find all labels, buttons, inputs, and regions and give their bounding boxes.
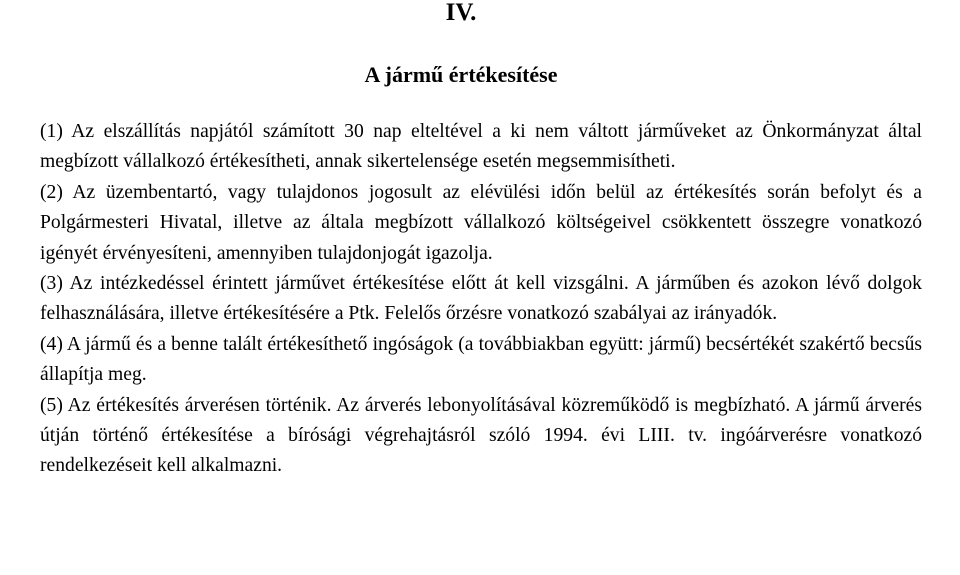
paragraph-text: Az elszállítás napjától számított 30 nap elteltével a ki nem váltott járműveket az Önkormányzat által megbízott vállalkozó értékesítheti, annak sikertelensége esetén megsemmisítheti.	[40, 121, 922, 173]
paragraph-text: A jármű és a benne talált értékesíthető ingóságok (a továbbiakban együtt: jármű) becsértékét szakértő becsűs állapítja meg.	[40, 333, 922, 386]
paragraph-number: (5)	[40, 394, 63, 416]
paragraph-5	[40, 391, 922, 482]
paragraph-2	[40, 178, 922, 269]
paragraph-text: Az értékesítés árverésen történik. Az árverés lebonyolításával közreműködő is megbízható. A jármű árverés útján történő értékesítése a bírósági végrehajtásról szóló 1994. évi LIII. tv. ingóárverésre vonatkozó rendelkezéseit kell alkalmazni.	[40, 394, 922, 477]
document-body	[40, 117, 922, 482]
paragraph-1	[40, 117, 922, 178]
paragraph-number: (3)	[40, 273, 63, 295]
paragraph-text: Az intézkedéssel érintett járművet értékesítése előtt át kell vizsgálni. A járműben és azokon lévő dolgok felhasználására, illetve értékesítésére a Ptk. Felelős őrzésre vonatkozó szabályai az irányadók.	[40, 273, 922, 325]
paragraph-3	[40, 269, 922, 330]
paragraph-number: (2)	[40, 181, 63, 203]
chapter-number: IV.	[445, 0, 477, 26]
paragraph-number: (4)	[40, 333, 63, 355]
paragraph-text: Az üzembentartó, vagy tulajdonos jogosult az elévülési időn belül az értékesítés során befolyt és a Polgármesteri Hivatal, illetve az általa megbízott vállalkozó költségeivel csökkentett összegre vonatkozó igényét érvényesíteni, amennyiben tulajdonjogát igazolja.	[40, 181, 922, 264]
paragraph-4	[40, 330, 922, 391]
paragraph-number: (1)	[40, 121, 63, 142]
section-title: A jármű értékesítése	[364, 62, 558, 87]
